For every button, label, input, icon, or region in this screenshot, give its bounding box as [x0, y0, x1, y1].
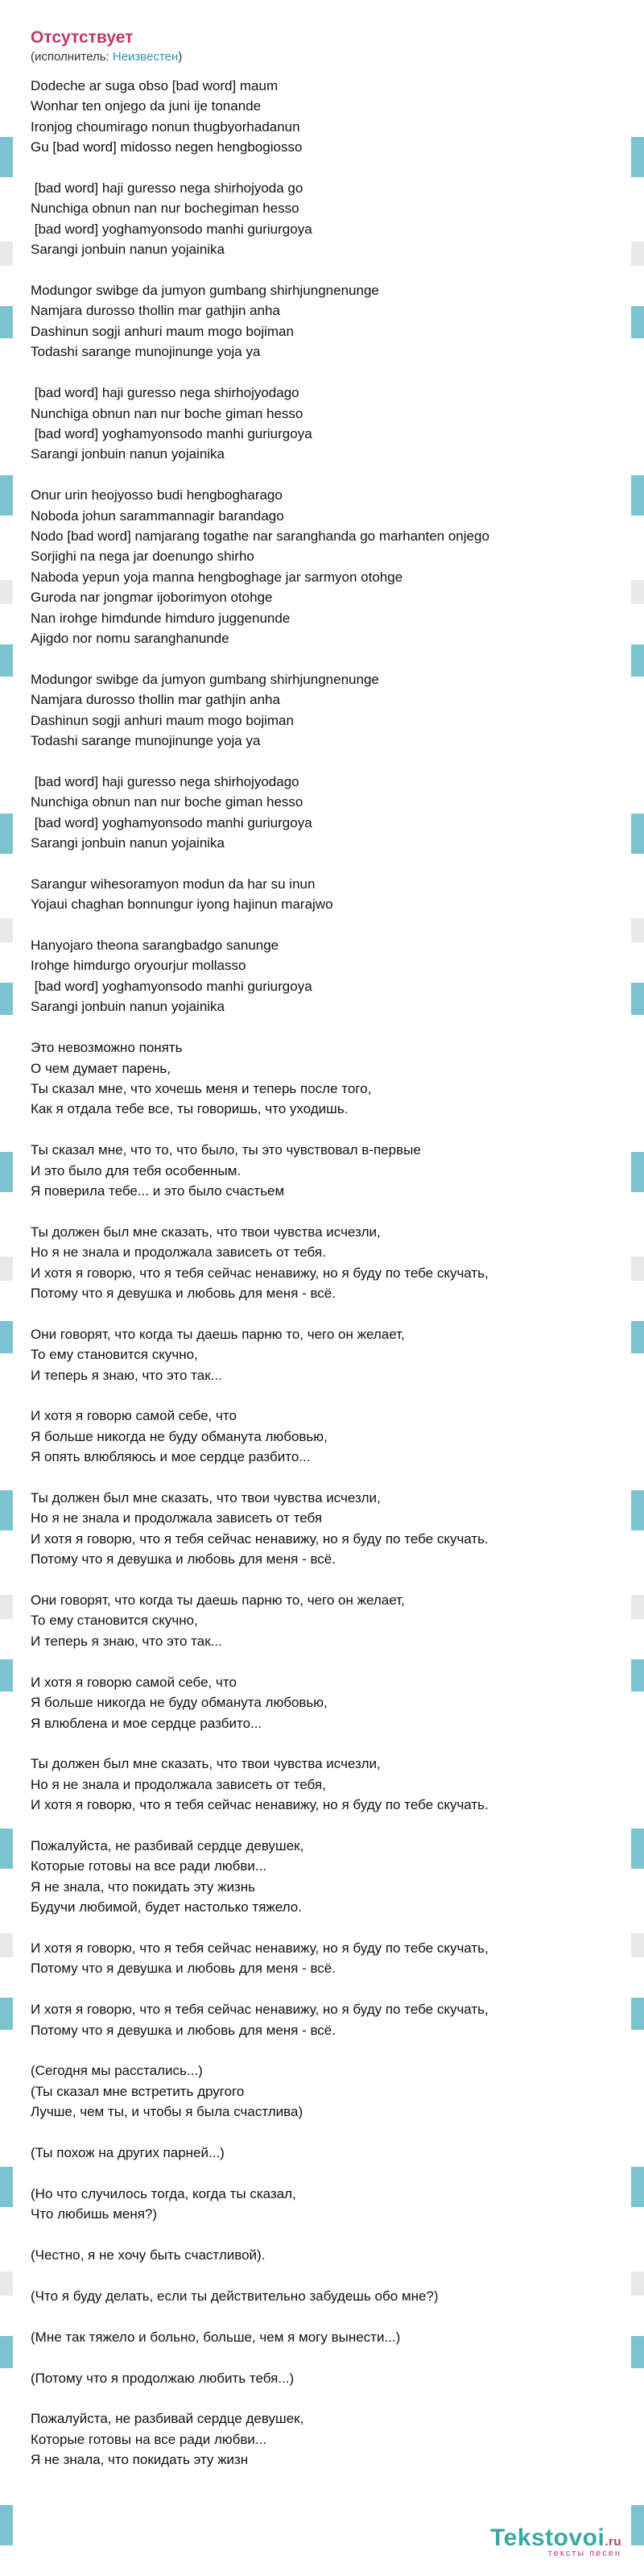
performer-line	[31, 50, 613, 64]
artist-link[interactable]: Неизвестен	[112, 50, 179, 64]
left-decorative-stripes	[0, 0, 13, 2576]
lyrics-page	[31, 27, 613, 2470]
performer-close: )	[178, 50, 183, 64]
site-logo[interactable]	[490, 2524, 621, 2558]
logo-tld: .ru	[605, 2535, 621, 2549]
performer-label: (исполнитель:	[31, 50, 113, 64]
logo-tagline: тексты песен	[547, 2549, 621, 2558]
right-decorative-stripes	[631, 0, 644, 2576]
logo-brand-name: Tekstovoi	[490, 2524, 605, 2551]
logo-brand	[490, 2524, 621, 2552]
song-title: Отсутствует	[31, 28, 134, 47]
lyrics-text: Dodeche ar suga obso [bad word] maum Wonhar ten onjego da juni ije tonande Ironjog choumirago nonun thugbyorhadanun Gu [bad word] midosso negen hengbogiosso [bad word] haji guresso nega shirhojyoda go Nunchiga obnun nan nur bochegiman hesso [bad word] yoghamyonsodo manhi guriurgoya Sarangi jonbuin nanun yojainika Modungor swibge da jumyon gumbang shirhjungnenunge Namjara durosso thollin mar gathjin anha Dashinun sogji anhuri maum mogo bojiman Todashi sarange munojinunge yoja ya [bad word] haji guresso nega shirhojyodago Nunchiga obnun nan nur boche giman hesso [bad word] yoghamyonsodo manhi guriurgoya Sarangi jonbuin nanun yojainika Onur urin heojyosso budi hengbogharago Noboda johun sarammannagir barandago Nodo [bad word] namjarang togathe nar saranghanda go marhanten onjego Sorjighi na nega jar doenungo shirho Naboda yepun yoja manna hengboghage jar sarmyon otohge Guroda nar jongmar ijoborimyon otohge Nan irohge himdunde himduro juggenunde Ajigdo nor nomu saranghanunde Modungor swibge da jumyon gumbang shirhjungnenunge Namjara durosso thollin mar gathjin anha Dashinun sogji anhuri maum mogo bojiman Todashi sarange munojinunge yoja ya [bad word] haji guresso nega shirhojyodago Nunchiga obnun nan nur boche giman hesso [bad word] yoghamyonsodo manhi guriurgoya Sarangi jonbuin nanun yojainika Sarangur wihesoramyon modun da har su inun Yojaui chaghan bonnungur iyong hajinun marajwo Hanyojaro theona sarangbadgo sanunge Irohge himdurgo oryourjur mollasso [bad word] yoghamyonsodo manhi guriurgoya Sarangi jonbuin nanun yojainika Это невозможно понять О чем думает парень, Ты сказал мне, что хочешь меня и теперь после того, Как я отдала тебе все, ты говоришь, что уходишь. Ты сказал мне, что то, что было, ты это чувствовал в-первые И это было для тебя особенным. Я поверила тебе... и это было счастьем Ты должен был мне сказать, что твои чувства исчезли, Но я не знала и продолжала зависеть от тебя. И хотя я говорю, что я тебя сейчас ненавижу, но я буду по тебе скучать, Потому что я девушка и любовь для меня - всё. Они говорят, что когда ты даешь парню то, чего он желает, То ему становится скучно, И теперь я знаю, что это так... И хотя я говорю самой себе, что Я больше никогда не буду обманута любовью, Я опять влюбляюсь и мое сердце разбито... Ты должен был мне сказать, что твои чувства исчезли, Но я не знала и продолжала зависеть от тебя И хотя я говорю, что я тебя сейчас ненавижу, но я буду по тебе скучать. Потому что я девушка и любовь для меня - всё. Они говорят, что когда ты даешь парню то, чего он желает, То ему становится скучно, И теперь я знаю, что это так... И хотя я говорю самой себе, что Я больше никогда не буду обманута любовью, Я влюблена и мое сердце разбито... Ты должен был мне сказать, что твои чувства исчезли, Но я не знала и продолжала зависеть от тебя, И хотя я говорю, что я тебя сейчас ненавижу, но я буду по тебе скучать. Пожалуйста, не разбивай сердце девушек, Которые готовы на все ради любви... Я не знала, что покидать эту жизнь Будучи любимой, будет настолько тяжело. И хотя я говорю, что я тебя сейчас ненавижу, но я буду по тебе скучать, Потому что я девушка и любовь для меня - всё. И хотя я говорю, что я тебя сейчас ненавижу, но я буду по тебе скучать, Потому что я девушка и любовь для меня - всё. (Сегодня мы расстались...) (Ты сказал мне встретить другого Лучше, чем ты, и чтобы я была счастлива) (Ты похож на других парней...) (Но что случилось тогда, когда ты сказал, Что любишь меня?) (Честно, я не хочу быть счастливой). (Что я буду делать, если ты действительно забудешь обо мне?) (Мне так тяжело и больно, больше, чем я могу вынести...) (Потому что я продолжаю любить тебя...) Пожалуйста, не разбивай сердце девушек, Которые готовы на все ради любви... Я не знала, что покидать эту жизн	[31, 78, 489, 2468]
